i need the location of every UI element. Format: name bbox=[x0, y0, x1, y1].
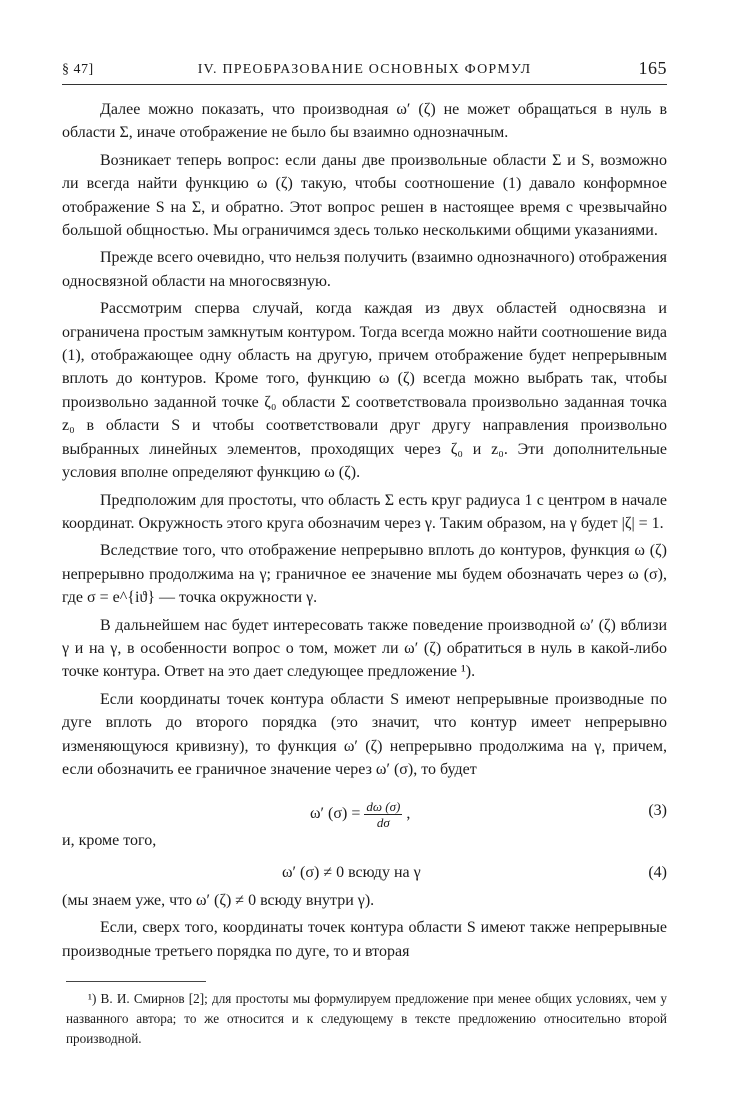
main-text bbox=[62, 98, 667, 967]
paragraph-3: Прежде всего очевидно, что нельзя получить (взаимно однозначного) отображения односвязной области на многосвязную. bbox=[62, 249, 667, 290]
section-ref: § 47] bbox=[62, 62, 94, 77]
after-equation-3: и, кроме того, bbox=[62, 832, 157, 850]
equation-4 bbox=[62, 857, 667, 889]
equation-3-lhs: ω′ (σ) = bbox=[310, 805, 361, 823]
footnote-rule bbox=[66, 981, 206, 982]
equation-3-denominator: dσ bbox=[376, 815, 390, 831]
equation-3-formula bbox=[310, 799, 410, 830]
equation-3-tail: , bbox=[406, 805, 411, 823]
equation-4-formula: ω′ (σ) ≠ 0 всюду на γ bbox=[282, 863, 421, 881]
paragraph-8: Если координаты точек контура области S имеют непрерывные производные по дуге вплоть до второго порядка (это значит, что контур имеет непрерывно изменяющуюся кривизну), то функция ω′ (ζ) непрерывно продолжима на γ, причем, если обозначить ее граничное значение через ω′ (σ), то будет bbox=[62, 690, 667, 778]
equation-4-number: (4) bbox=[648, 863, 667, 881]
after-equation-4: (мы знаем уже, что ω′ (ζ) ≠ 0 всюду внутри γ). bbox=[62, 891, 375, 909]
paragraph-1: Далее можно показать, что производная ω′ (ζ) не может обращаться в нуль в области Σ, иначе отображение не было бы взаимно однозначным. bbox=[62, 101, 667, 142]
paragraph-5: Предположим для простоты, что область Σ есть круг радиуса 1 с центром в начале координат. Окружность этого круга обозначим через γ. Таким образом, на γ будет |ζ| = 1. bbox=[62, 491, 667, 532]
running-header bbox=[62, 58, 667, 85]
paragraph-4: Рассмотрим сперва случай, когда каждая из двух областей односвязна и ограничена простым замкнутым контуром. Тогда всегда можно найти соотношение вида (1), отображающее одну область на другую, причем отображение будет непрерывным вплоть до контуров. Кроме того, функцию ω (ζ) всегда можно выбрать так, чтобы произвольно заданной точке ζ₀ области Σ соответствовала произвольно заданная точка z₀ в области S и чтобы соответствовали друг другу направления произвольно выбранных линейных элементов, проходящих через ζ₀ и z₀. Эти дополнительные условия вполне определяют функцию ω (ζ). bbox=[62, 300, 667, 482]
paragraph-7: В дальнейшем нас будет интересовать также поведение производной ω′ (ζ) вблизи γ и на γ, в особенности вопрос о том, может ли ω′ (ζ) обратиться в нуль в какой-либо точке контура. Ответ на это дает следующее предложение ¹). bbox=[62, 616, 667, 681]
footnote bbox=[66, 989, 667, 1049]
paragraph-2: Возникает теперь вопрос: если даны две произвольные области Σ и S, возможно ли всегда найти функцию ω (ζ) такую, чтобы соотношение (1) давало конформное отображение S на Σ, и обратно. Этот вопрос решен в настоящее время с чрезвычайно большой общностью. Мы ограничимся здесь только несколькими общими указаниями. bbox=[62, 151, 667, 240]
running-title: IV. ПРЕОБРАЗОВАНИЕ ОСНОВНЫХ ФОРМУЛ bbox=[197, 62, 532, 77]
equation-3-number: (3) bbox=[648, 802, 667, 820]
equation-3 bbox=[62, 785, 667, 829]
last-paragraph: Если, сверх того, координаты точек контура области S имеют также непрерывные производные третьего порядка по дуге, то и вторая bbox=[62, 919, 667, 960]
equation-3-fraction bbox=[364, 799, 402, 830]
paragraph-6: Вследствие того, что отображение непрерывно вплоть до контуров, функция ω (ζ) непрерывно продолжима на γ; граничное ее значение мы будем обозначать через ω (σ), где σ = e^{iϑ} — точка окружности γ. bbox=[62, 542, 667, 607]
footnote-text: ¹) В. И. Смирнов [2]; для простоты мы формулируем предложение при менее общих условиях, чем у названного автора; то же относится и к следующему в тексте предложению относительно второй производной. bbox=[66, 991, 667, 1046]
page-number: 165 bbox=[638, 58, 667, 78]
equation-3-numerator: dω (σ) bbox=[366, 799, 401, 815]
